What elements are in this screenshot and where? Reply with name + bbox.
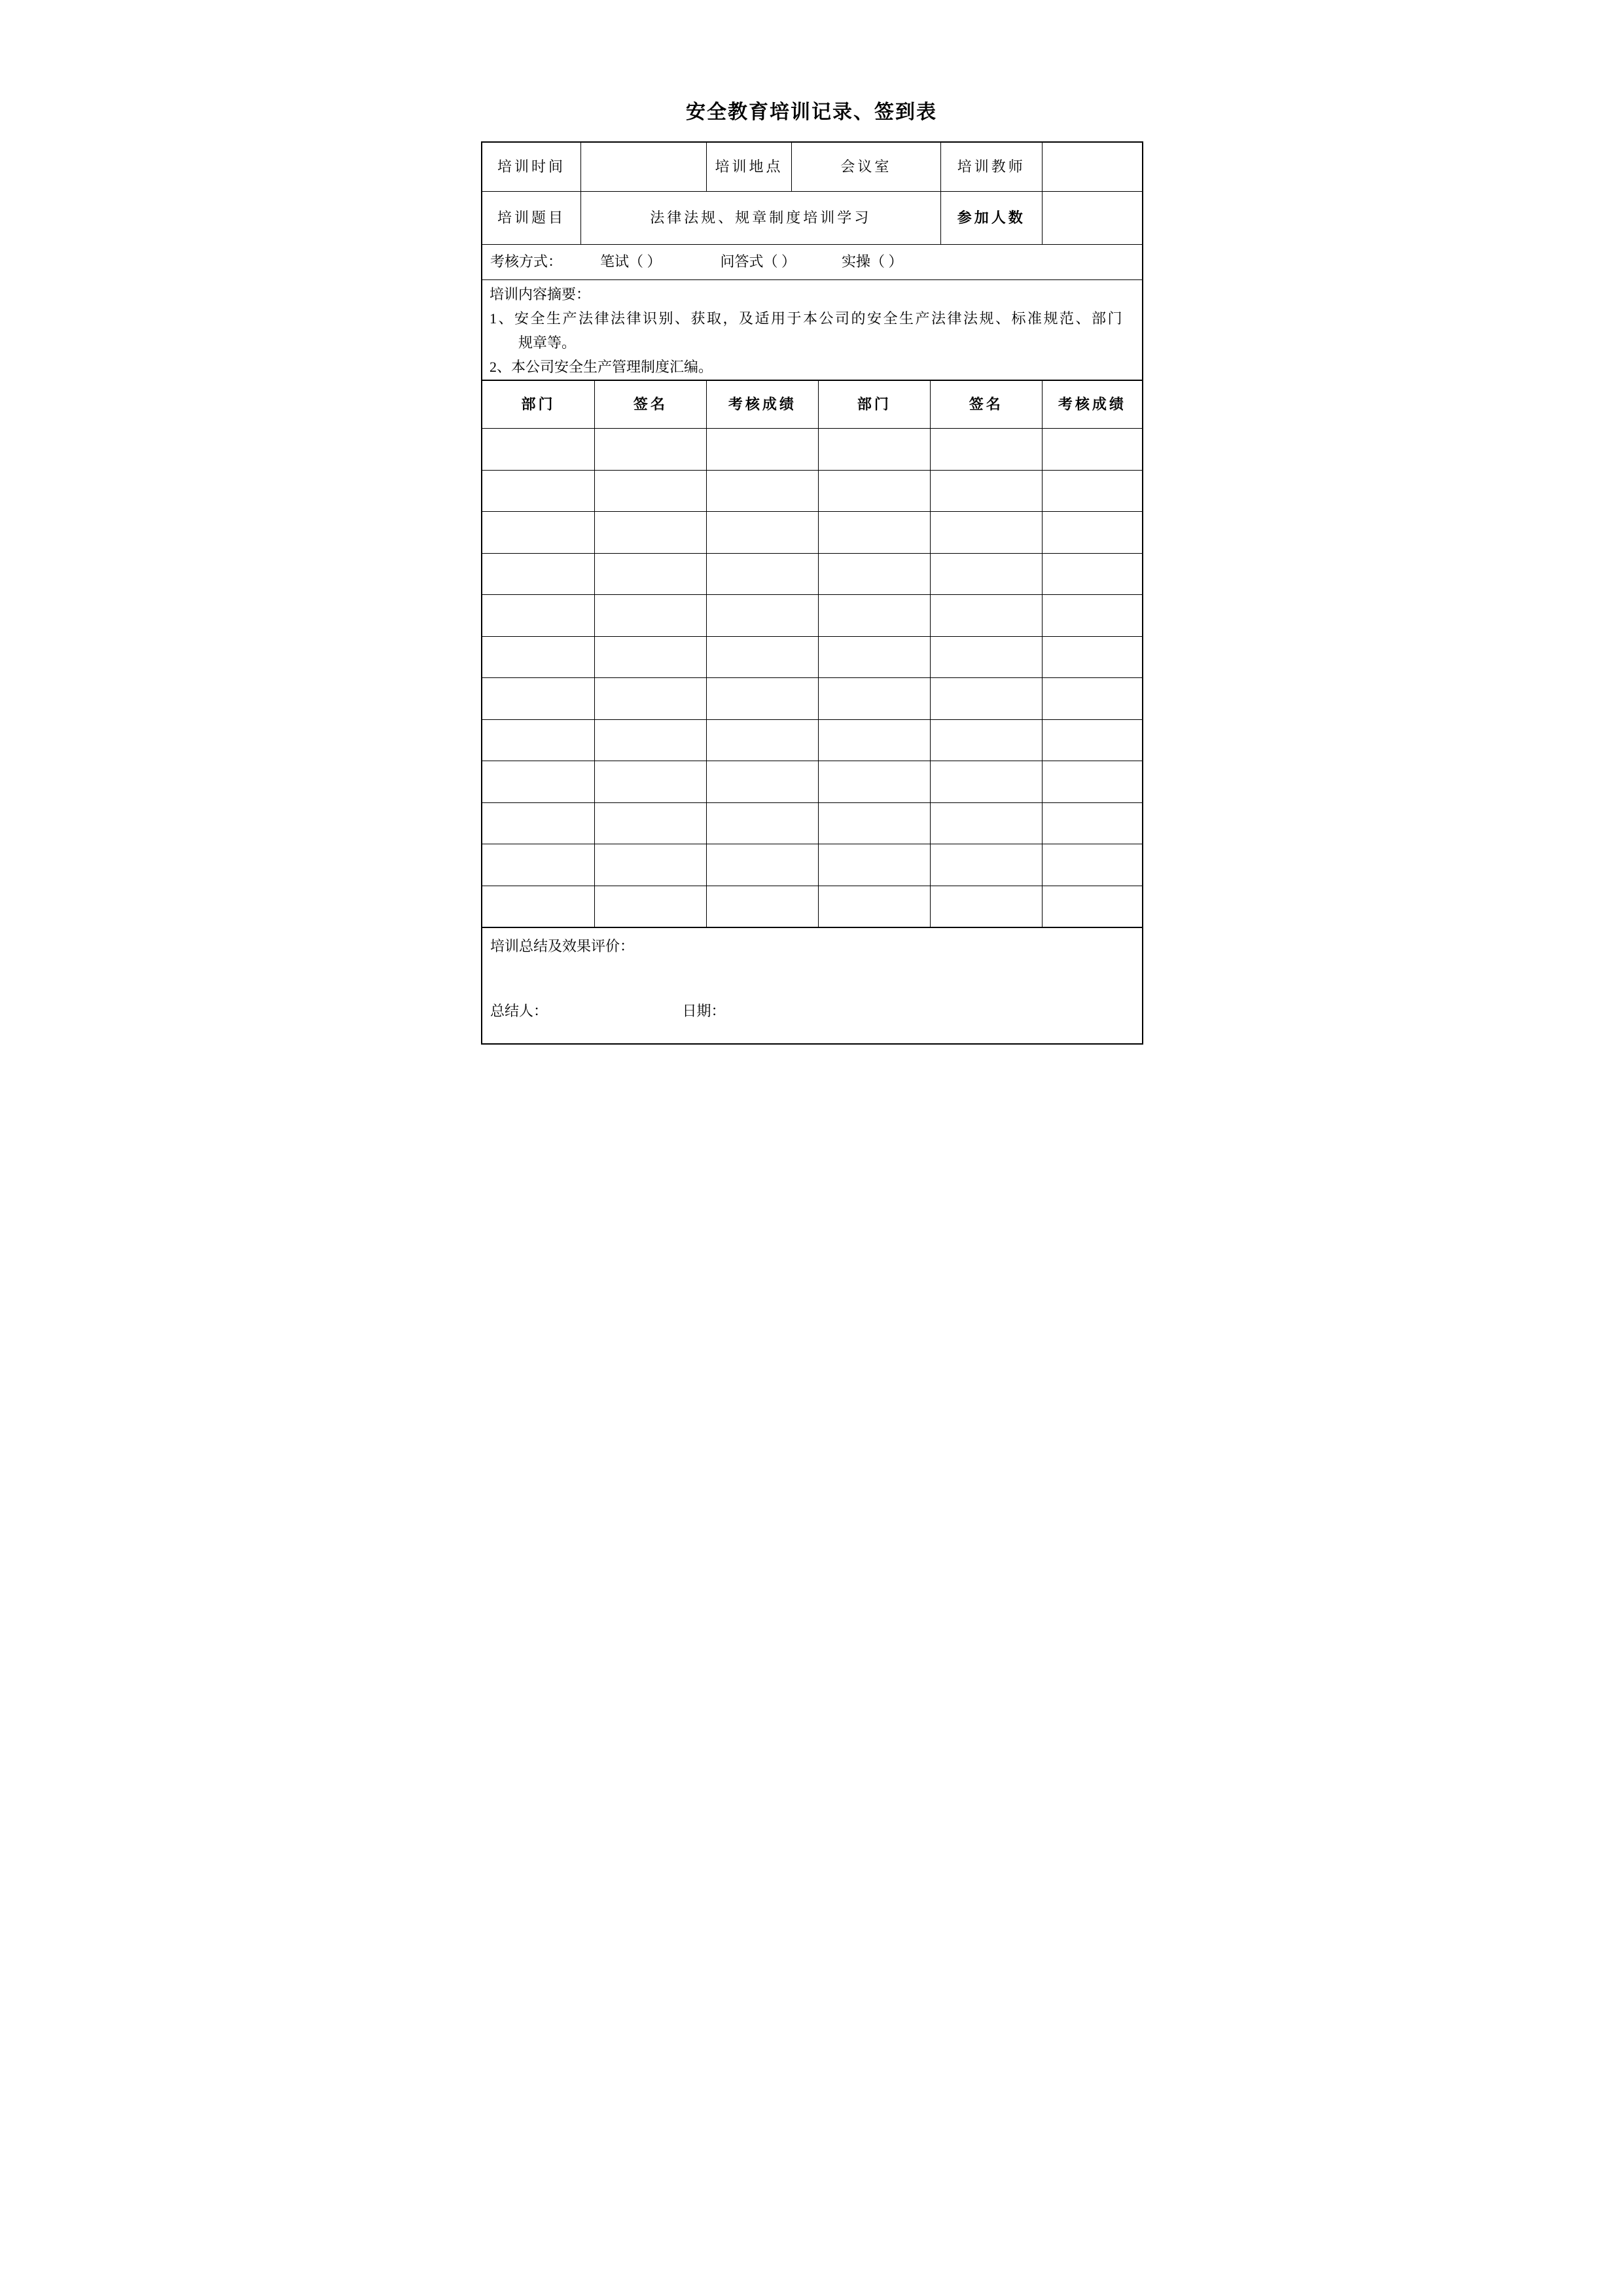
signin-empty-cell — [482, 512, 594, 553]
signin-header-row — [482, 381, 1142, 428]
signin-empty-cell — [594, 678, 706, 719]
signin-empty-cell — [930, 803, 1042, 844]
signin-empty-row — [482, 470, 1142, 512]
signin-empty-cell — [930, 844, 1042, 886]
signin-empty-cell — [594, 512, 706, 553]
signin-empty-cell — [818, 678, 930, 719]
page-title: 安全教育培训记录、签到表 — [686, 101, 937, 123]
signin-empty-cell — [594, 844, 706, 886]
assessment-option-qa: 问答式（ ） — [720, 253, 796, 270]
signin-empty-cell — [482, 678, 594, 719]
signin-empty-cell — [1042, 886, 1142, 927]
signin-empty-cell — [482, 844, 594, 886]
training-time-value-cell — [580, 143, 706, 191]
participants-label-cell: 参加人数 — [940, 192, 1042, 244]
assessment-option-practical: 实操（ ） — [842, 253, 903, 270]
signin-empty-cell — [594, 886, 706, 927]
signin-empty-cell — [930, 886, 1042, 927]
training-place-value-cell: 会议室 — [791, 143, 940, 191]
signin-empty-cell — [1042, 678, 1142, 719]
summary-item1-line2: 规章等。 — [518, 334, 577, 351]
signin-empty-cell — [1042, 637, 1142, 678]
signin-empty-cell — [1042, 720, 1142, 761]
signin-empty-cell — [482, 595, 594, 636]
signin-empty-cell — [706, 637, 818, 678]
signin-header-score-2: 考核成绩 — [1042, 381, 1142, 428]
signin-empty-cell — [930, 678, 1042, 719]
info-section — [482, 143, 1142, 380]
training-record-form — [481, 141, 1143, 1045]
signin-empty-cell — [594, 471, 706, 512]
info-row-1 — [482, 143, 1142, 191]
signin-empty-row — [482, 761, 1142, 802]
signin-header-signature-2: 签名 — [930, 381, 1042, 428]
date-label: 日期： — [682, 1003, 726, 1020]
signin-empty-cell — [706, 720, 818, 761]
signin-empty-cell — [482, 720, 594, 761]
signin-empty-cell — [818, 761, 930, 802]
signin-empty-row — [482, 636, 1142, 678]
signin-empty-cell — [818, 720, 930, 761]
signin-section — [482, 380, 1142, 927]
signin-empty-cell — [818, 637, 930, 678]
assessment-option-written: 笔试（ ） — [600, 253, 662, 270]
assessment-cell — [482, 245, 1142, 279]
signin-header-department-2: 部门 — [818, 381, 930, 428]
signer-line — [490, 1002, 726, 1021]
signin-empty-cell — [1042, 512, 1142, 553]
signin-empty-cell — [482, 803, 594, 844]
signin-empty-cell — [706, 512, 818, 553]
assessment-row — [482, 244, 1142, 279]
training-time-label-cell: 培训时间 — [497, 158, 565, 175]
signin-empty-row — [482, 844, 1142, 886]
topic-label-cell: 培训题目 — [497, 209, 565, 226]
signin-empty-cell — [706, 761, 818, 802]
signin-empty-cell — [594, 761, 706, 802]
signin-empty-row — [482, 428, 1142, 470]
signin-empty-cell — [930, 429, 1042, 470]
signin-empty-cell — [818, 512, 930, 553]
signin-empty-row — [482, 886, 1142, 927]
signin-empty-cell — [818, 803, 930, 844]
signin-empty-row — [482, 511, 1142, 553]
signin-empty-cell — [818, 595, 930, 636]
signin-header-score-1: 考核成绩 — [706, 381, 818, 428]
signin-empty-cell — [930, 512, 1042, 553]
signin-empty-cell — [482, 471, 594, 512]
signin-empty-cell — [706, 678, 818, 719]
assessment-label: 考核方式： — [490, 253, 563, 270]
signin-empty-cell — [706, 554, 818, 595]
signin-empty-cell — [1042, 595, 1142, 636]
topic-value-cell: 法律法规、规章制度培训学习 — [580, 192, 940, 244]
signin-empty-cell — [482, 761, 594, 802]
signin-empty-row — [482, 594, 1142, 636]
signin-empty-cell — [594, 803, 706, 844]
signin-empty-cell — [706, 471, 818, 512]
signin-empty-cell — [930, 761, 1042, 802]
signin-empty-cell — [818, 844, 930, 886]
summarizer-label: 总结人： — [490, 1003, 548, 1020]
signin-empty-cell — [930, 637, 1042, 678]
signin-empty-cell — [482, 886, 594, 927]
summary-cell — [482, 280, 1142, 380]
signin-empty-cell — [1042, 844, 1142, 886]
signin-empty-cell — [482, 637, 594, 678]
signin-empty-row — [482, 802, 1142, 844]
signin-empty-cell — [1042, 554, 1142, 595]
training-place-label-cell: 培训地点 — [706, 143, 792, 191]
signin-header-department-1: 部门 — [521, 395, 556, 412]
signin-empty-cell — [930, 720, 1042, 761]
signin-empty-cell — [594, 637, 706, 678]
signin-empty-cell — [706, 886, 818, 927]
signin-empty-cell — [818, 429, 930, 470]
summary-heading: 培训内容摘要： — [490, 286, 591, 302]
evaluation-label: 培训总结及效果评价： — [490, 938, 635, 954]
signin-empty-cell — [818, 886, 930, 927]
signin-empty-row — [482, 677, 1142, 719]
signin-empty-cell — [594, 595, 706, 636]
signin-empty-cell — [930, 471, 1042, 512]
signin-empty-cell — [818, 554, 930, 595]
signin-empty-cell — [482, 554, 594, 595]
footer-section — [482, 927, 1142, 1043]
signin-empty-cell — [1042, 761, 1142, 802]
trainer-value-cell — [1042, 143, 1142, 191]
signin-empty-row — [482, 719, 1142, 761]
signin-header-signature-1: 签名 — [594, 381, 706, 428]
signin-empty-row — [482, 553, 1142, 595]
signin-empty-cell — [930, 595, 1042, 636]
signin-empty-cell — [706, 429, 818, 470]
signin-empty-cell — [1042, 471, 1142, 512]
signin-empty-cell — [1042, 803, 1142, 844]
summary-row — [482, 279, 1142, 380]
trainer-label-cell: 培训教师 — [940, 143, 1042, 191]
signin-empty-cell — [594, 554, 706, 595]
signin-empty-cell — [706, 595, 818, 636]
page — [406, 0, 1217, 1148]
summary-item2: 2、本公司安全生产管理制度汇编。 — [490, 359, 713, 375]
signin-empty-cell — [818, 471, 930, 512]
signin-empty-cell — [930, 554, 1042, 595]
signin-empty-cell — [706, 803, 818, 844]
info-row-2 — [482, 191, 1142, 244]
signin-empty-cell — [706, 844, 818, 886]
signin-empty-cell — [1042, 429, 1142, 470]
signin-empty-cell — [482, 429, 594, 470]
signin-empty-cell — [594, 429, 706, 470]
participants-value-cell — [1042, 192, 1142, 244]
summary-item1-line1: 1、安全生产法律法律识别、获取，及适用于本公司的安全生产法律法规、标准规范、部门 — [490, 310, 1124, 327]
signin-empty-cell — [594, 720, 706, 761]
